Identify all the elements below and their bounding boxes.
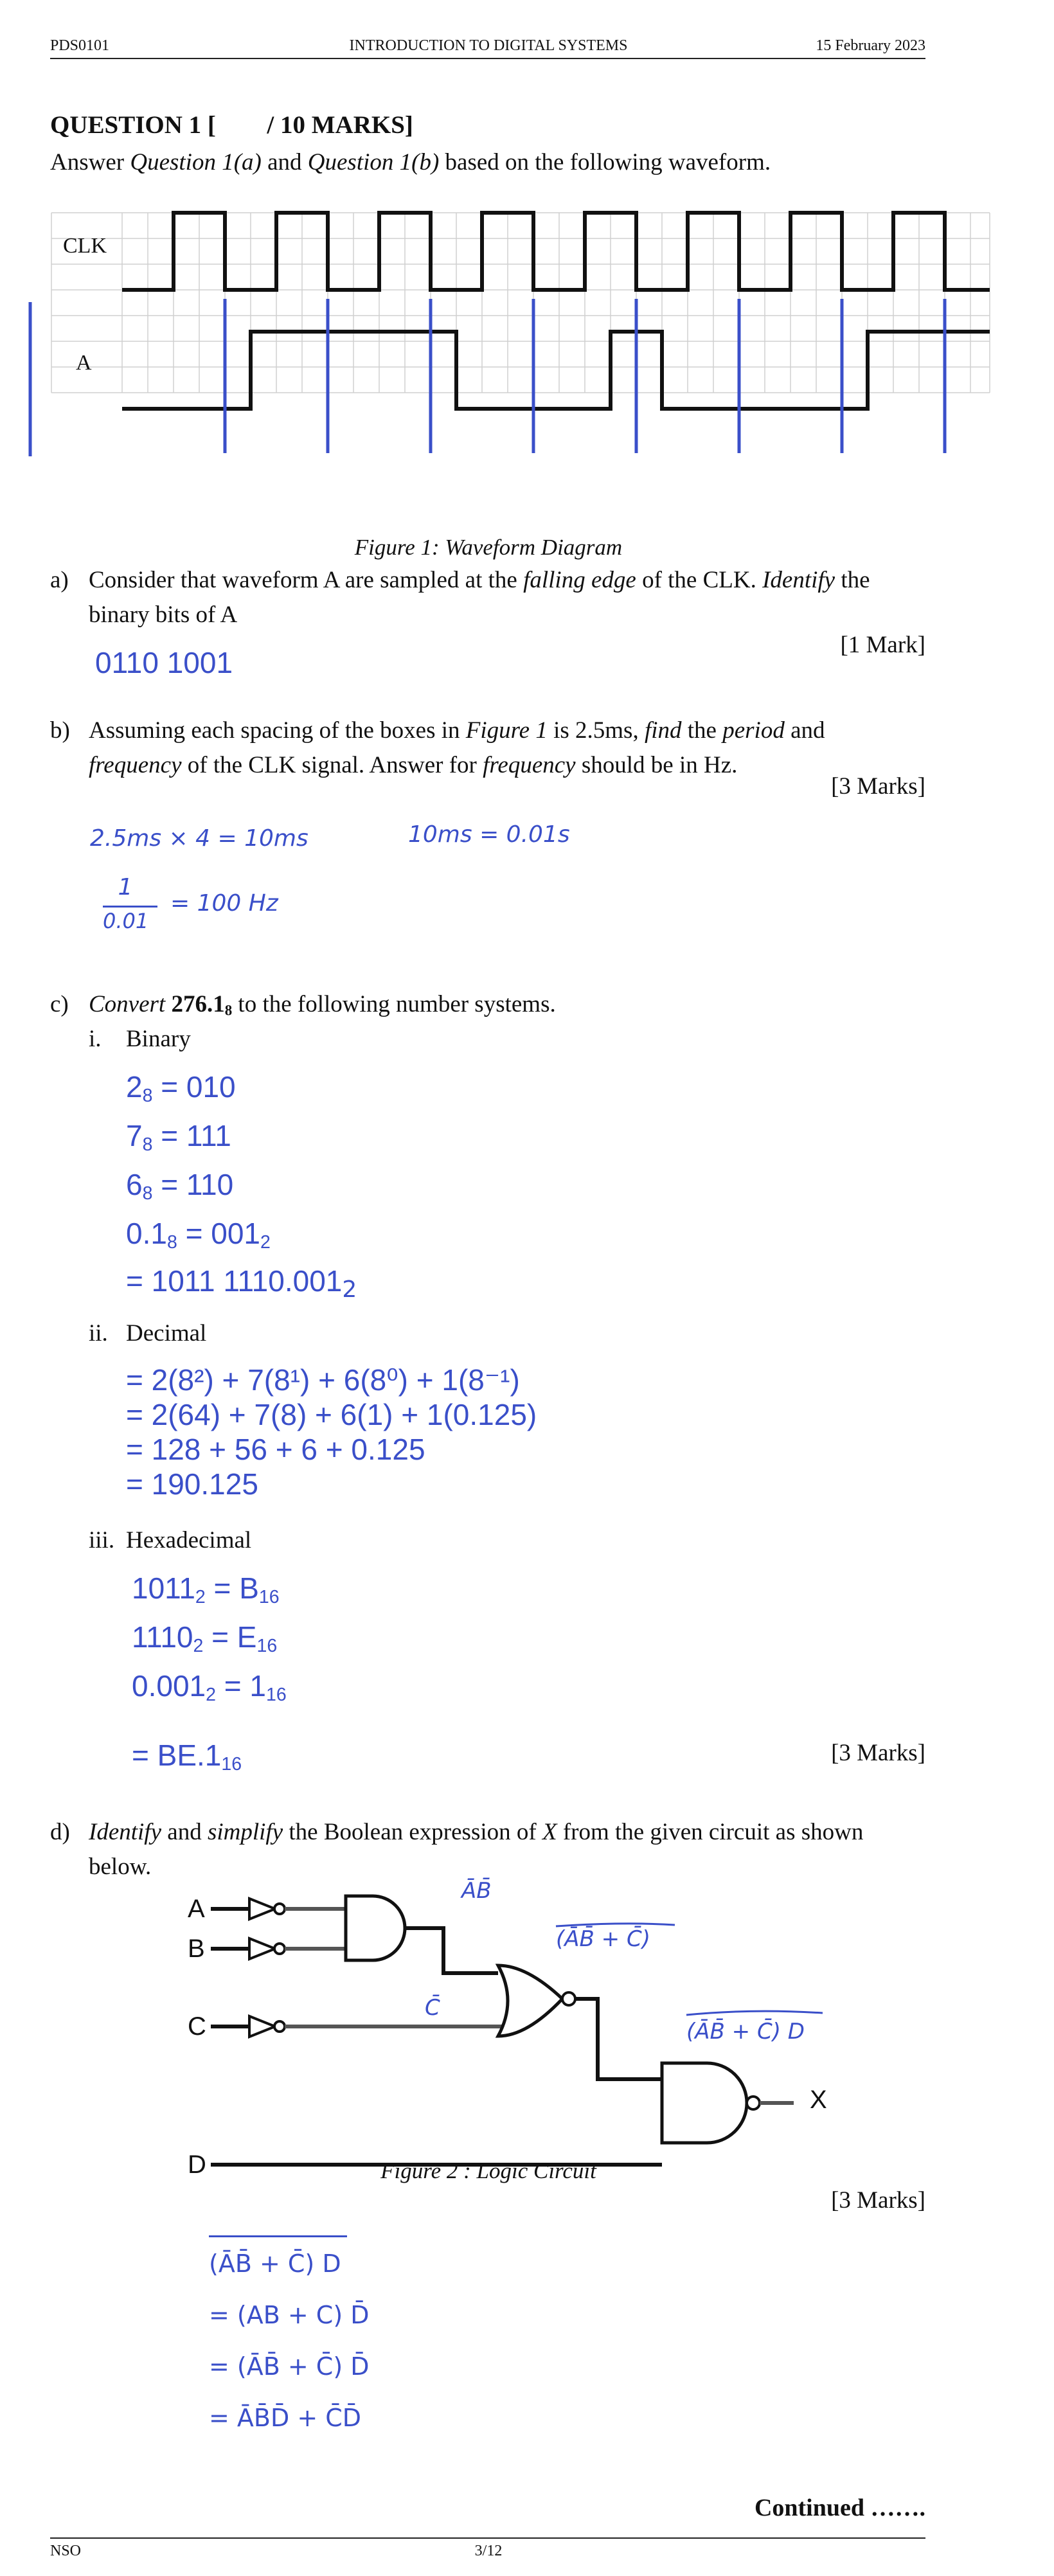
- part-b-period-work: 2.5ms × 4 = 10ms: [90, 825, 308, 852]
- simplify-line: = (ĀB̄ + C̄) D̄: [209, 2352, 370, 2381]
- part-a-label: a): [50, 567, 69, 593]
- footer-page-number: 3/12: [474, 2543, 503, 2559]
- nor-bubble: [562, 1992, 575, 2005]
- output-x-label: X: [810, 2086, 827, 2114]
- not-gates: [249, 1899, 285, 2037]
- nand-output-annotation: (ĀB̄ + C̄) D: [686, 2019, 805, 2044]
- overline-line-1: [209, 2235, 347, 2237]
- question-title: [50, 111, 413, 139]
- a-waveform: [122, 332, 990, 409]
- decimal-line: = 190.125: [126, 1467, 258, 1501]
- nand-bubble: [747, 2097, 760, 2109]
- input-d-label: D: [188, 2151, 206, 2179]
- footer-initials: NSO: [50, 2543, 82, 2559]
- part-c-sub-ii-number: ii.: [89, 1320, 108, 1346]
- hex-line: $1110_2 = E_{16}$: [132, 1620, 278, 1657]
- binary-line: $2_8 = 010$: [126, 1070, 236, 1107]
- part-c-label: c): [50, 991, 69, 1017]
- part-b-frac-bar: [103, 906, 157, 908]
- question-instruction: Answer Question 1(a) and Question 1(b) based on the following waveform.: [50, 149, 771, 175]
- decimal-line: = 128 + 56 + 6 + 0.125: [126, 1433, 425, 1466]
- binary-digit-conversions: [126, 1067, 271, 1263]
- input-b-label: B: [188, 1935, 205, 1963]
- part-b-frac-num: 1: [118, 874, 133, 900]
- binary-line: $7_8 = 111$: [126, 1119, 231, 1156]
- simplify-line: (ĀB̄ + C̄) D: [209, 2250, 341, 2278]
- and-output-annotation: ĀB̄: [461, 1878, 492, 1904]
- part-b-frequency-work: = 100 Hz: [170, 890, 278, 917]
- waveform-diagram: [26, 209, 1003, 466]
- header-course-title: INTRODUCTION TO DIGITAL SYSTEMS: [349, 37, 628, 54]
- part-b-frac-den: 0.01: [103, 909, 149, 933]
- hex-line: $1011_2 = B_{16}$: [132, 1571, 280, 1608]
- question-title-suffix: / 10 MARKS]: [267, 111, 413, 139]
- footer-rule: [50, 2537, 925, 2539]
- part-d-label: d): [50, 1819, 70, 1845]
- input-a-label: A: [188, 1895, 205, 1923]
- c-bar-annotation: C̄: [425, 1995, 440, 2021]
- question-title-prefix: QUESTION 1 [: [50, 111, 216, 139]
- part-a-text: Consider that waveform A are sampled at the falling edge of the CLK. Identify the binary bits of A: [89, 567, 870, 628]
- waveform-label-clk: CLK: [63, 234, 107, 258]
- part-a-marks: [1 Mark]: [840, 632, 925, 658]
- part-d-marks: [3 Marks]: [831, 2187, 925, 2214]
- binary-line: $6_8 = 110$: [126, 1168, 234, 1204]
- part-b-seconds-work: 10ms = 0.01s: [408, 821, 570, 848]
- figure-2-caption: Figure 2 : Logic Circuit: [380, 2158, 596, 2183]
- simplify-line: = (AB + C) D̄: [209, 2301, 370, 2329]
- nand-gate: [662, 2063, 747, 2143]
- part-c-sub-i-label: Binary: [126, 1026, 191, 1052]
- part-b-text: Assuming each spacing of the boxes in Figure 1 is 2.5ms, find the period and frequency of the CLK signal. Answer for frequency should be in Hz.: [89, 717, 825, 778]
- waveform-label-a: A: [76, 351, 92, 375]
- input-c-label: C: [188, 2012, 206, 2041]
- hex-result: = $BE.1_{16}$: [132, 1739, 242, 1775]
- part-a-answer: 0110 1001: [95, 646, 233, 679]
- part-c-sub-i-number: i.: [89, 1026, 102, 1052]
- hex-line: $0.001_2 = 1_{16}$: [132, 1669, 287, 1706]
- nor-output-annotation: (ĀB̄ + C̄): [556, 1926, 650, 1952]
- waveform-grid: [51, 213, 990, 393]
- figure-1-caption: Figure 1: Waveform Diagram: [354, 535, 623, 560]
- part-b-label: b): [50, 717, 70, 744]
- part-c-sub-iii-number: iii.: [89, 1527, 115, 1553]
- header-course-code: PDS0101: [50, 37, 110, 54]
- part-d-working: [209, 2238, 370, 2444]
- sampling-markers: [30, 299, 945, 456]
- part-c-marks: [3 Marks]: [831, 1740, 925, 1766]
- clk-waveform: [122, 213, 990, 290]
- and-gate: [346, 1896, 405, 1960]
- simplify-line: = ĀB̄D̄ + C̄D̄: [209, 2404, 362, 2432]
- part-c-sub-iii-label: Hexadecimal: [126, 1527, 252, 1553]
- nor-gate: [498, 1965, 562, 2036]
- header-date: 15 February 2023: [816, 37, 925, 54]
- part-b-marks: [3 Marks]: [831, 773, 925, 800]
- part-d-text: Identify and simplify the Boolean expression of X from the given circuit as shown below.: [89, 1819, 864, 1880]
- decimal-working: [126, 1363, 537, 1501]
- binary-line: $0.1_8 = 001_2$: [126, 1217, 271, 1253]
- decimal-line: = 2(8²) + 7(8¹) + 6(8⁰) + 1(8⁻¹): [126, 1363, 520, 1397]
- binary-result: = 1011 $1110.001_2$: [126, 1264, 357, 1303]
- part-c-text: Convert $276.1_8$ to the following number systems.: [89, 991, 556, 1019]
- hex-conversions: [132, 1568, 287, 1715]
- header-rule: [50, 58, 925, 59]
- decimal-line: = 2(64) + 7(8) + 6(1) + 1(0.125): [126, 1398, 537, 1431]
- continued-note: Continued …….: [754, 2494, 925, 2521]
- part-c-sub-ii-label: Decimal: [126, 1320, 207, 1346]
